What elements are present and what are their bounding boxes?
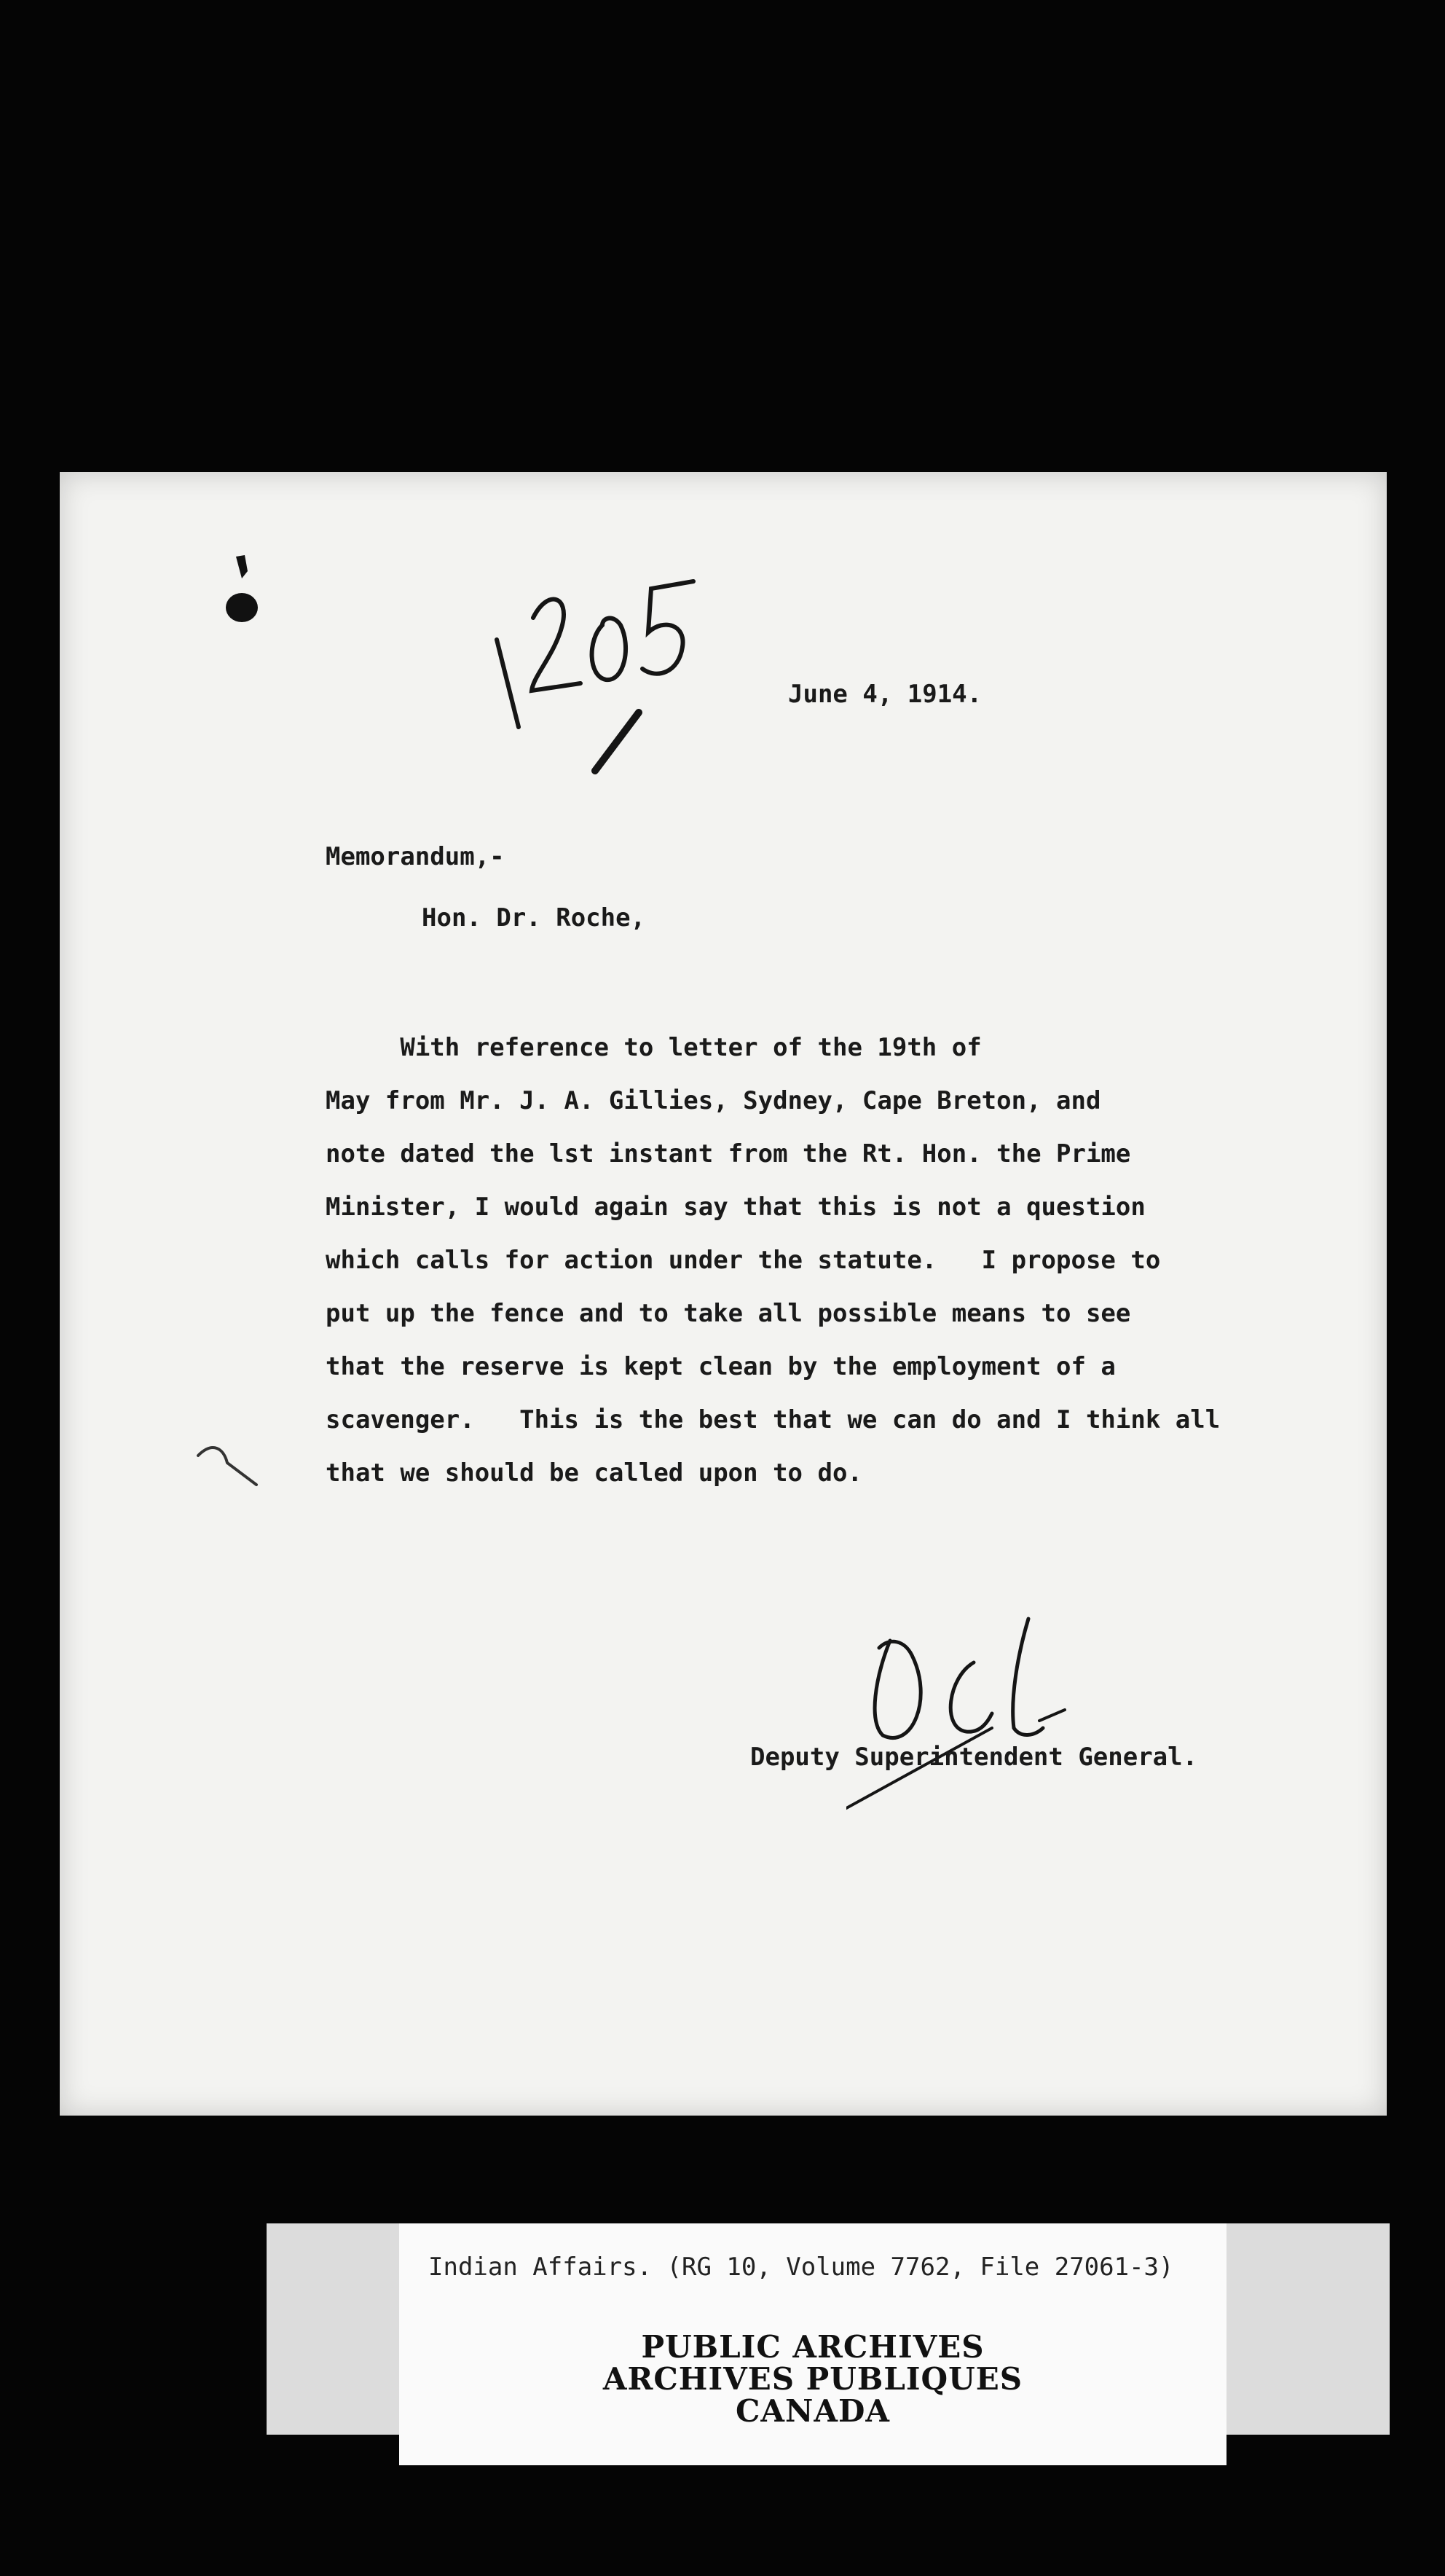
archive-reference: Indian Affairs. (RG 10, Volume 7762, File 27061-3)	[428, 2253, 1174, 2282]
punch-hole-mark	[220, 549, 264, 629]
body-line: May from Mr. J. A. Gillies, Sydney, Cape Breton, and	[326, 1086, 1101, 1115]
stamp-line: ARCHIVES PUBLIQUES	[602, 2361, 1023, 2397]
stamp-line: PUBLIC ARCHIVES	[641, 2329, 985, 2365]
archive-label-strip	[267, 2223, 1390, 2435]
body-line: note dated the lst instant from the Rt. Hon. the Prime	[326, 1139, 1131, 1169]
body-line: Minister, I would again say that this is not a question	[326, 1193, 1146, 1222]
letter-date: June 4, 1914.	[788, 680, 983, 709]
body-line: With reference to letter of the 19th of	[326, 1033, 982, 1062]
signature-title: Deputy Superintendent General.	[750, 1743, 1198, 1772]
body-line: which calls for action under the statute. I propose to	[326, 1246, 1161, 1275]
handwritten-signature	[846, 1611, 1123, 1823]
body-line: scavenger. This is the best that we can do and I think all	[326, 1405, 1221, 1434]
margin-pencil-mark	[191, 1434, 271, 1492]
body-line: put up the fence and to take all possible means to see	[326, 1299, 1131, 1328]
stamp-line: CANADA	[735, 2393, 890, 2429]
handwritten-file-number	[446, 516, 752, 793]
body-line: that the reserve is kept clean by the employment of a	[326, 1352, 1116, 1381]
archives-stamp	[399, 2331, 1227, 2427]
addressee: Hon. Dr. Roche,	[422, 903, 646, 932]
memorandum-label: Memorandum,-	[326, 842, 505, 871]
archive-label-card	[399, 2223, 1227, 2465]
letter-page	[60, 472, 1387, 2116]
body-line: that we should be called upon to do.	[326, 1458, 862, 1488]
letter-body	[326, 1033, 1220, 1512]
